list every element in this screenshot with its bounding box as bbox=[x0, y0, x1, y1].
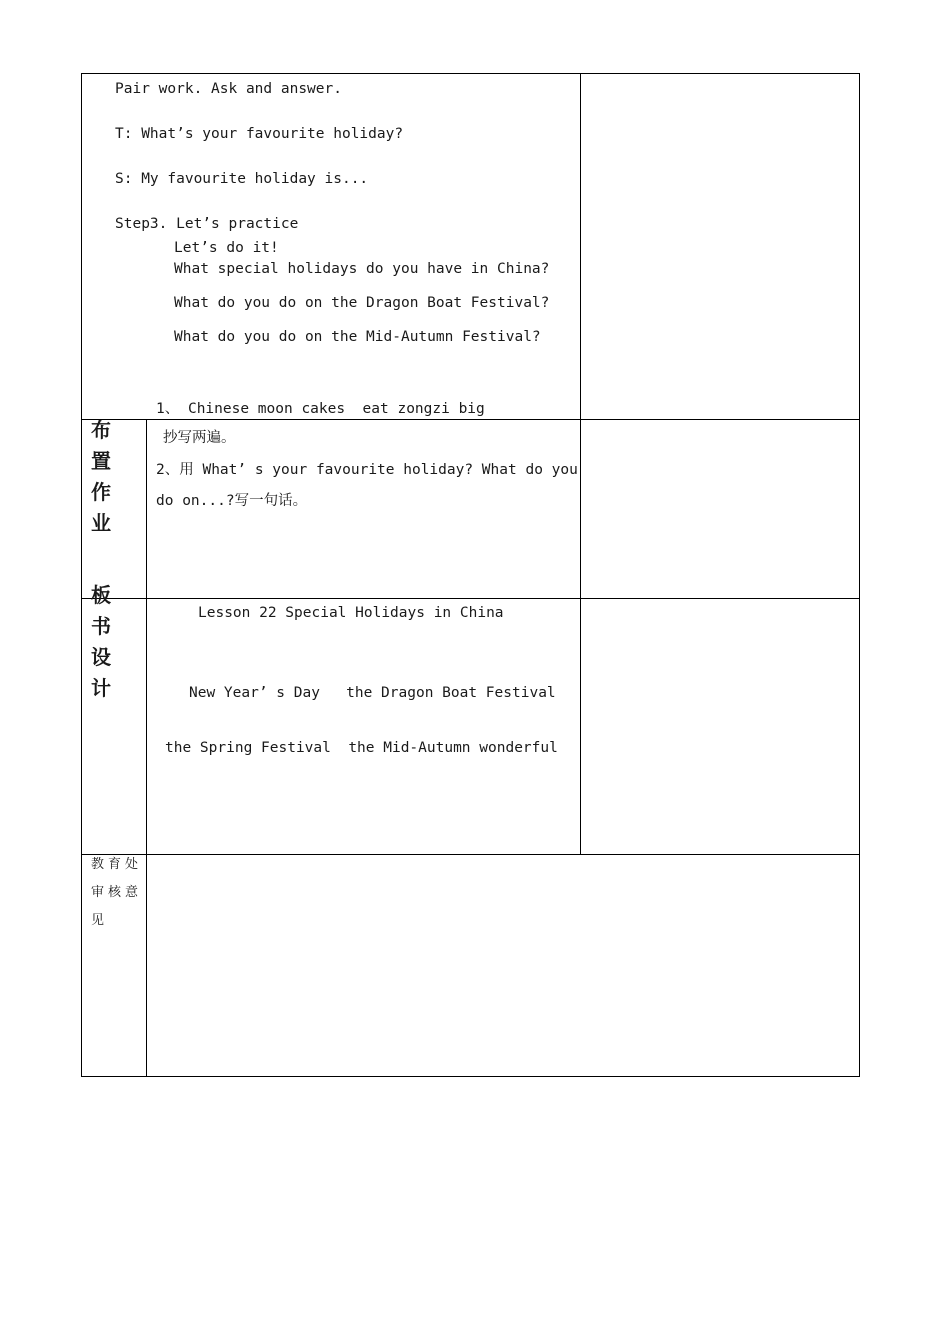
row-divider-1 bbox=[81, 419, 860, 420]
table-border-right bbox=[859, 73, 860, 1077]
step3-line: Step3. Let’s practice bbox=[115, 216, 299, 232]
pair-work-line: Pair work. Ask and answer. bbox=[115, 81, 342, 97]
review-label-line-2: 审核意 bbox=[91, 885, 143, 900]
student-answer-line: S: My favourite holiday is... bbox=[115, 171, 369, 187]
homework-label-char: 业 bbox=[91, 511, 111, 535]
homework-line-2: 2、用 What’ s your favourite holiday? What do you bbox=[156, 462, 578, 478]
homework-label-char: 置 bbox=[91, 449, 111, 473]
board-line-2: the Spring Festival the Mid-Autumn wonderful bbox=[165, 740, 558, 756]
teacher-question-line: T: What’s your favourite holiday? bbox=[115, 126, 404, 142]
row-divider-2 bbox=[81, 598, 860, 599]
homework-label-char: 布 bbox=[91, 418, 111, 442]
homework-label-char: 作 bbox=[91, 480, 111, 504]
review-label-line-1: 教育处 bbox=[91, 857, 143, 872]
table-border-bottom bbox=[81, 1076, 860, 1077]
review-label-line-3: 见 bbox=[91, 913, 109, 928]
board-label-char: 书 bbox=[91, 614, 111, 638]
board-line-1: New Year’ s Day the Dragon Boat Festival bbox=[189, 685, 556, 701]
board-label-char: 计 bbox=[91, 676, 111, 700]
vocabulary-line: 1、 Chinese moon cakes eat zongzi big bbox=[156, 401, 485, 417]
board-title: Lesson 22 Special Holidays in China bbox=[198, 605, 504, 621]
review-content-area[interactable] bbox=[147, 855, 859, 1076]
table-border-top bbox=[81, 73, 860, 74]
board-design-label bbox=[89, 583, 113, 707]
notes-column-divider bbox=[580, 73, 581, 855]
homework-line-3: do on...?写一句话。 bbox=[156, 493, 308, 509]
question-mid-autumn: What do you do on the Mid-Autumn Festival? bbox=[174, 329, 541, 345]
question-special-holidays: What special holidays do you have in China? bbox=[174, 261, 550, 277]
board-label-char: 设 bbox=[91, 645, 111, 669]
question-dragon-boat: What do you do on the Dragon Boat Festival? bbox=[174, 295, 550, 311]
lets-do-it-line: Let’s do it! bbox=[174, 240, 279, 256]
homework-line-1: 抄写两遍。 bbox=[163, 430, 236, 446]
homework-label bbox=[89, 418, 113, 542]
review-label bbox=[91, 851, 147, 935]
board-label-char: 板 bbox=[91, 583, 111, 607]
table-border-left bbox=[81, 73, 82, 1077]
